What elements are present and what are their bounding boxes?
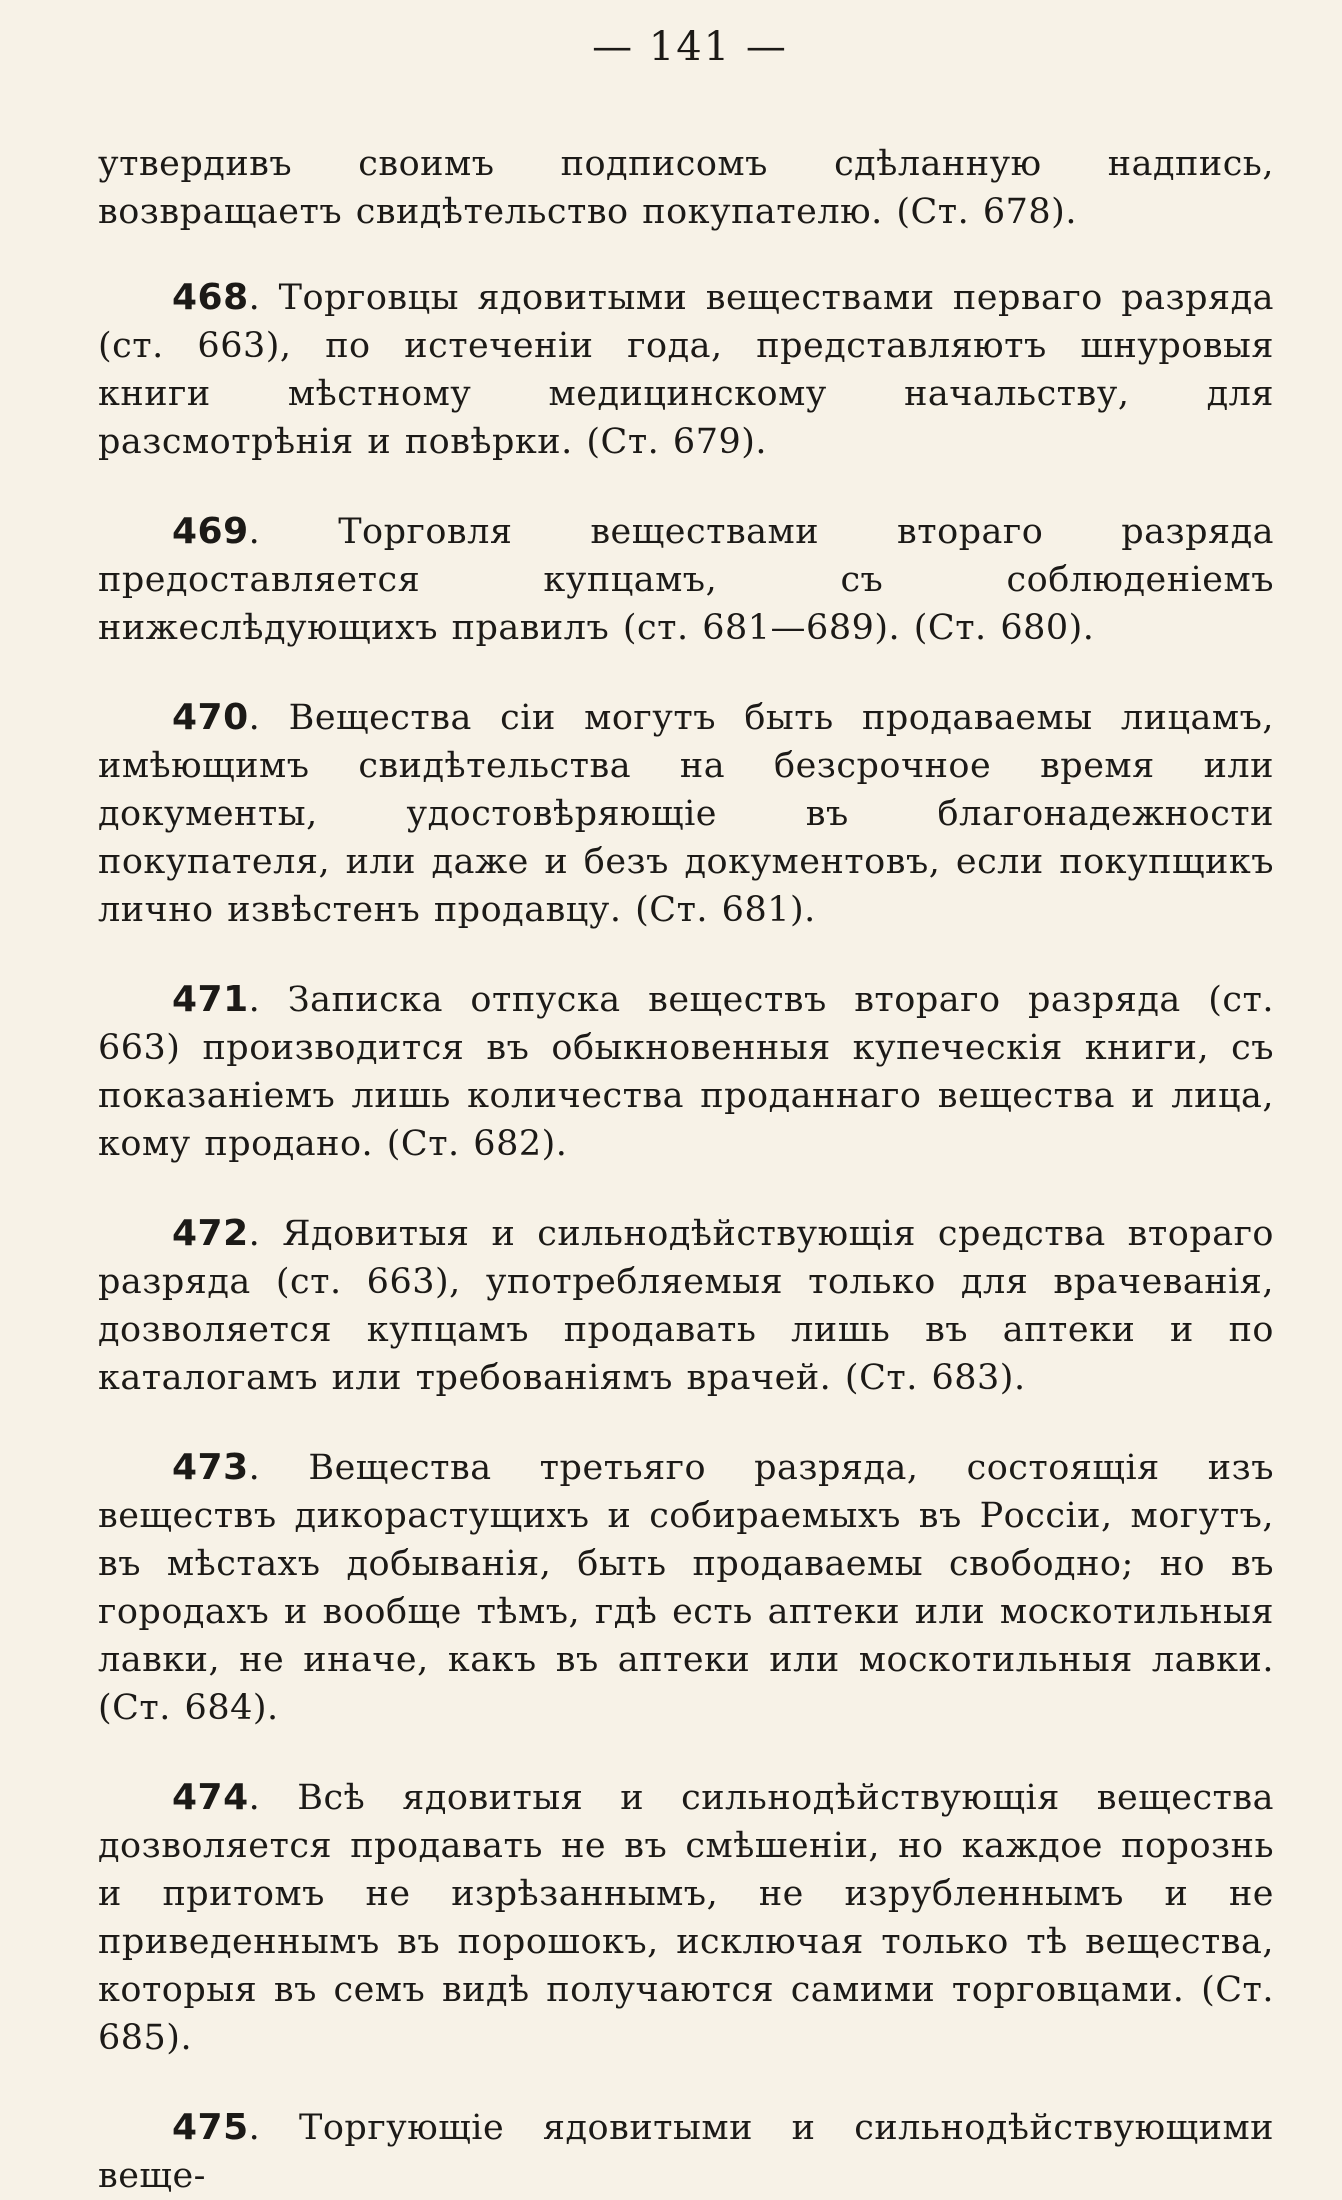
article-471 — [98, 976, 1274, 1168]
article-text: . Вещества сіи могутъ быть продаваемы лицамъ, имѣющимъ свидѣтельства на безсрочное время или документы, удостовѣряющіе въ благонадежности покупателя, или даже и безъ документовъ, если покупщикъ лично извѣстенъ продавцу. (Ст. 681). — [98, 698, 1274, 930]
article-475 — [98, 2104, 1274, 2200]
article-text: . Всѣ ядовитыя и сильнодѣйствующія вещества дозволяется продавать не въ смѣшеніи, но каждое порознь и притомъ не изрѣзаннымъ, не изрубленнымъ и не приведеннымъ въ порошокъ, исключая только тѣ вещества, которыя въ семъ видѣ получаются самими торговцами. (Ст. 685). — [98, 1778, 1274, 2058]
article-text: . Торговля веществами втораго разряда предоставляется купцамъ, съ соблюденіемъ нижеслѣдующихъ правилъ (ст. 681—689). (Ст. 680). — [98, 512, 1274, 648]
article-number: 469 — [172, 511, 249, 552]
article-470 — [98, 694, 1274, 934]
article-text: . Торгующіе ядовитыми и сильнодѣйствующими веще- — [98, 2108, 1274, 2196]
article-number: 472 — [172, 1213, 249, 1254]
article-number: 475 — [172, 2107, 249, 2148]
article-text: . Вещества третьяго разряда, состоящія изъ веществъ дикорастущихъ и собираемыхъ въ Россіи, могутъ, въ мѣстахъ добыванія, быть продаваемы свободно; но въ городахъ и вообще тѣмъ, гдѣ есть аптеки или москотильныя лавки, не иначе, какъ въ аптеки или москотильныя лавки. (Ст. 684). — [98, 1448, 1274, 1728]
article-number: 474 — [172, 1777, 249, 1818]
article-number: 468 — [172, 277, 249, 318]
article-number: 470 — [172, 697, 249, 738]
page-number-header: — 141 — — [592, 24, 788, 70]
article-text: . Торговцы ядовитыми веществами перваго разряда (ст. 663), по истеченіи года, представляютъ шнуровыя книги мѣстному медицинскому начальству, для разсмотрѣнія и повѣрки. (Ст. 679). — [98, 278, 1274, 462]
article-469 — [98, 508, 1274, 652]
article-472 — [98, 1210, 1274, 1402]
article-474 — [98, 1774, 1274, 2062]
article-text: . Записка отпуска веществъ втораго разряда (ст. 663) производится въ обыкновенныя купеческія книги, съ показаніемъ лишь количества проданнаго вещества и лица, кому продано. (Ст. 682). — [98, 980, 1274, 1164]
article-number: 473 — [172, 1447, 249, 1488]
article-number: 471 — [172, 979, 249, 1020]
article-473 — [98, 1444, 1274, 1732]
continued-paragraph: утвердивъ своимъ подписомъ сдѣланную надпись, возвращаетъ свидѣтельство покупателю. (Ст. 678). — [98, 144, 1274, 232]
article-468 — [98, 274, 1274, 466]
page-body — [98, 140, 1274, 2200]
article-text: . Ядовитыя и сильнодѣйствующія средства втораго разряда (ст. 663), употребляемыя только для врачеванія, дозволяется купцамъ продавать лишь въ аптеки и по каталогамъ или требованіямъ врачей. (Ст. 683). — [98, 1214, 1274, 1398]
